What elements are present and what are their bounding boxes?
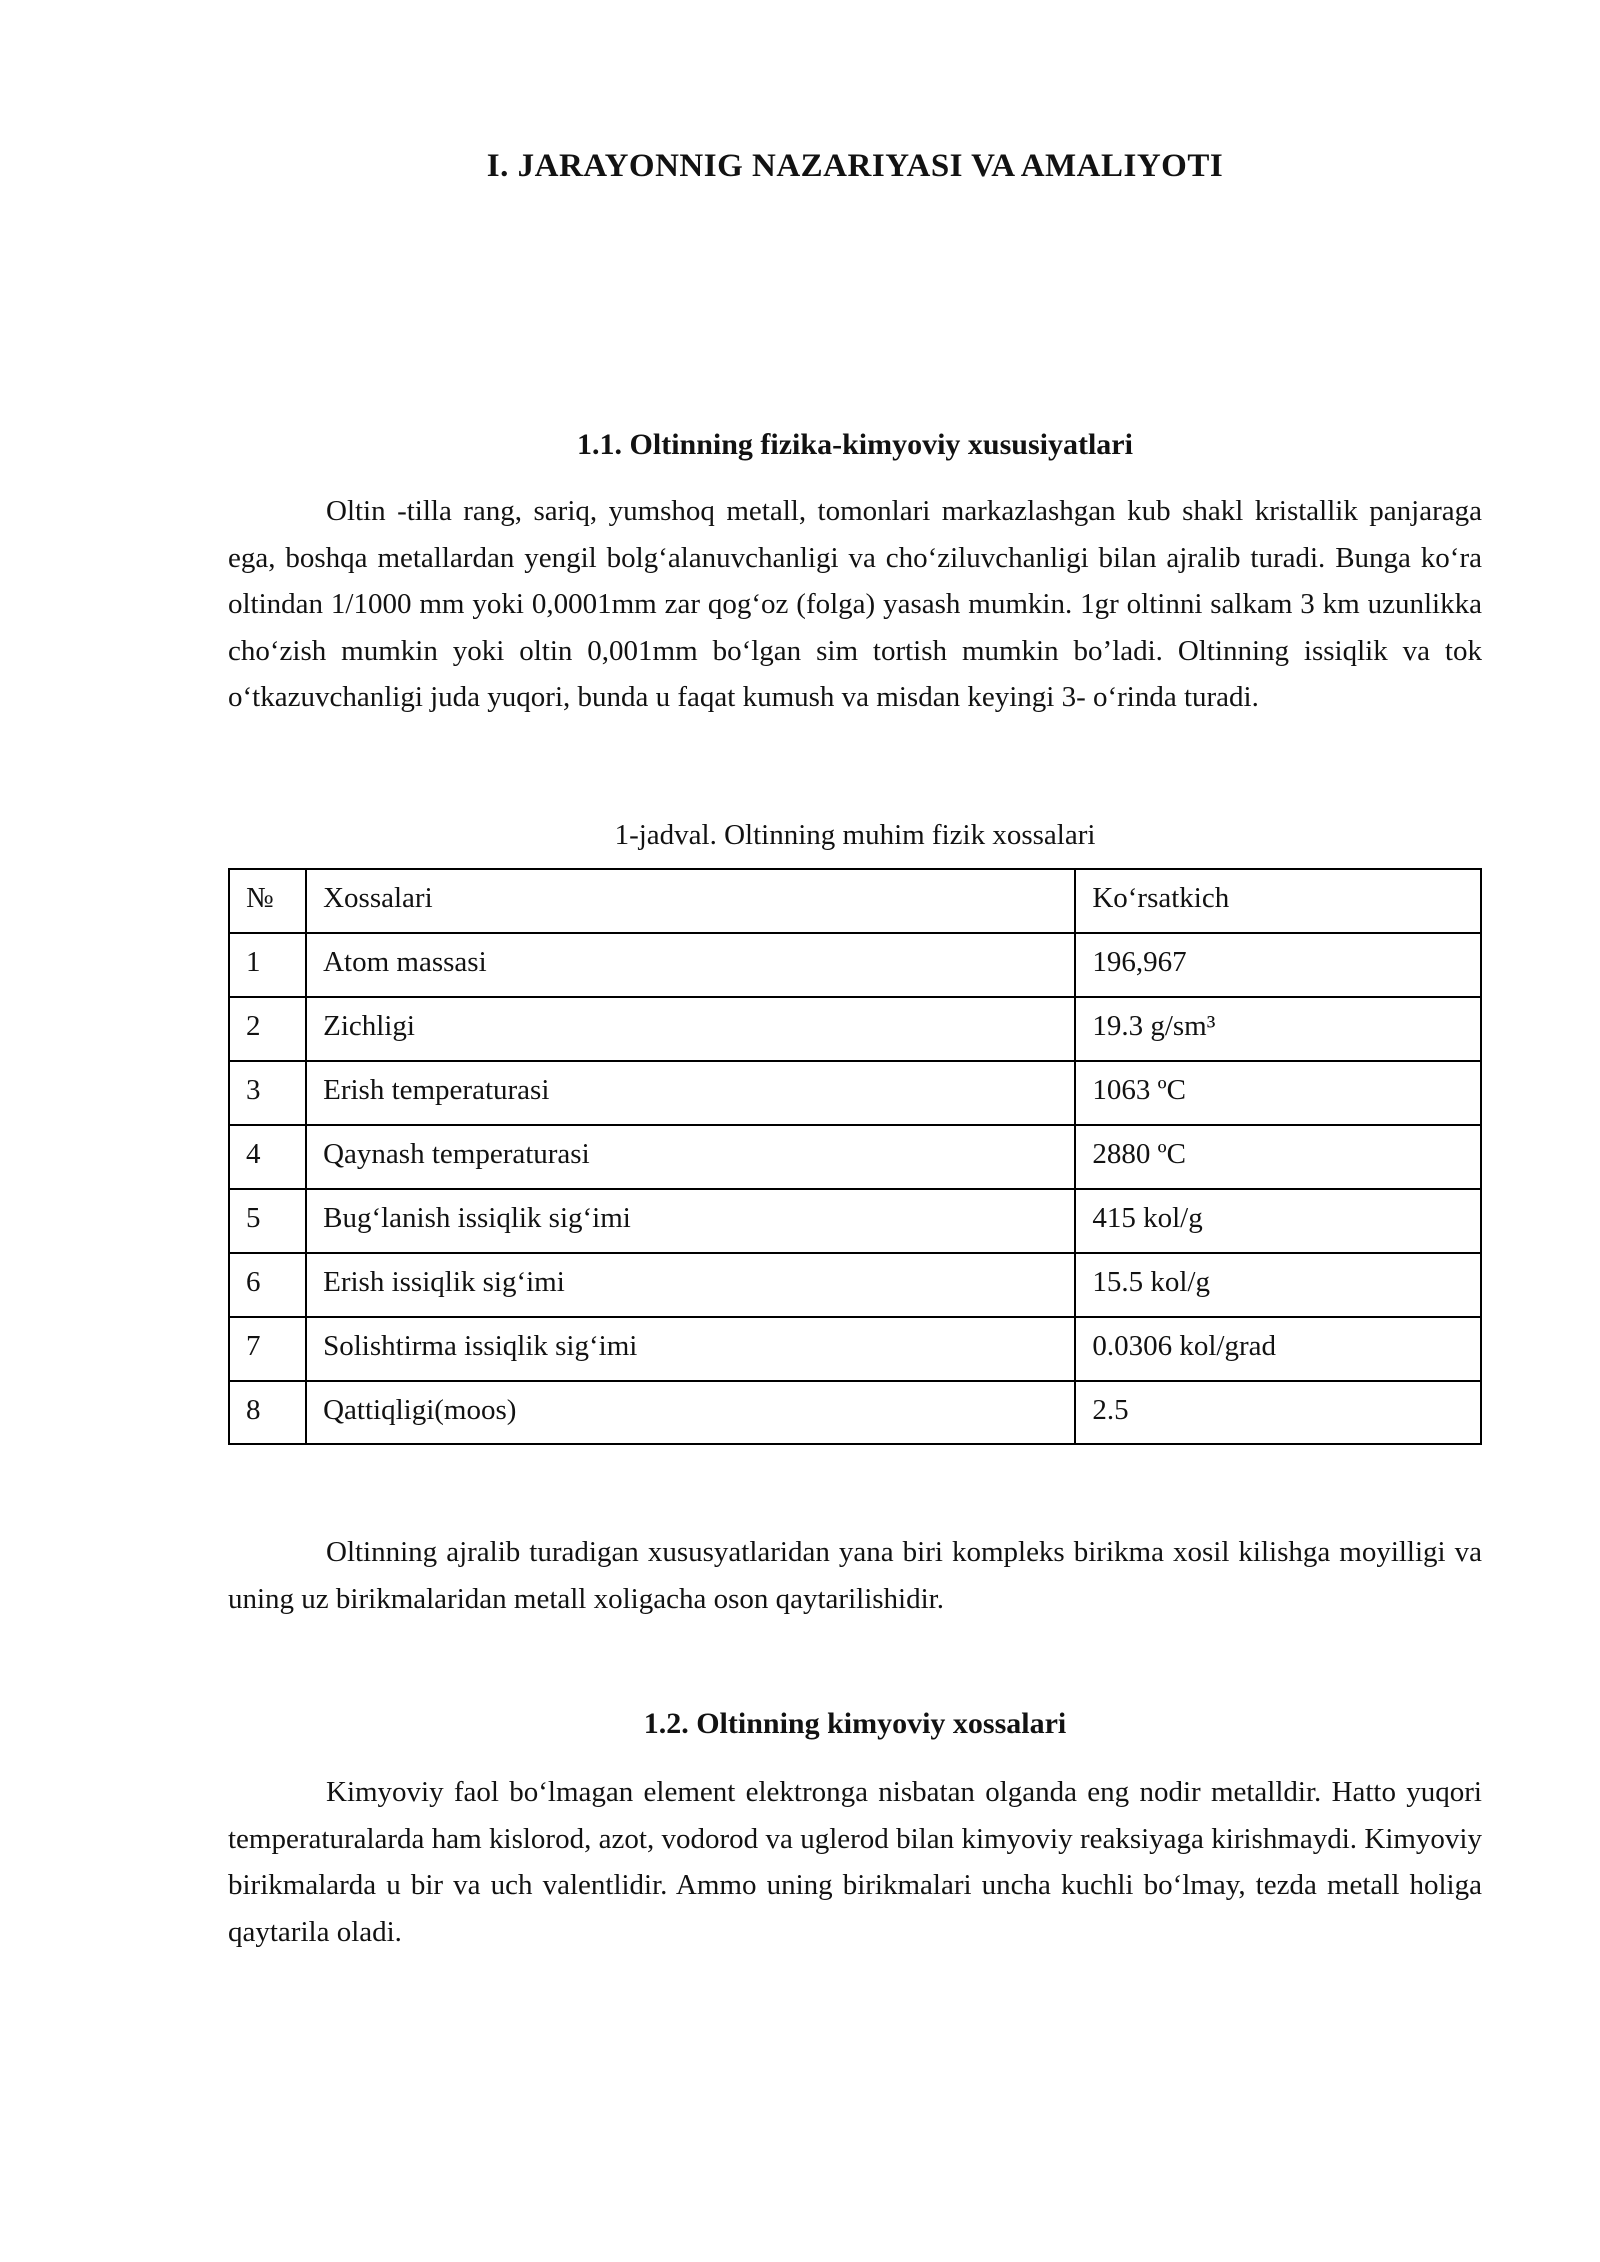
table-row [229, 933, 1481, 997]
chapter-title: I. JARAYONNIG NAZARIYASI VA AMALIYOTI [486, 148, 1224, 184]
row-property: Qaynash temperaturasi [306, 1125, 1075, 1189]
paragraph-physical-properties: Oltin -tilla rang, sariq, yumshoq metall, tomonlari markazlashgan kub shakl kristallik panjaraga ega, boshqa metallardan yengil bolgʻalanuvchanligi va choʻziluvchanligi bilan ajralib turadi. Bunga koʻra oltindan 1/1000 mm yoki 0,0001mm zar qogʻoz (folga) yasash mumkin. 1gr oltinni salkam 3 km uzunlikka choʻzish mumkin yoki oltin 0,001mm boʻlgan sim tortish mumkin bo’ladi. Oltinning issiqlik va tok oʻtkazuvchanligi juda yuqori, bunda u faqat kumush va misdan keyingi 3- oʻrinda turadi. [228, 495, 1482, 714]
physical-properties-table [228, 868, 1482, 1445]
row-value: 0.0306 kol/grad [1075, 1317, 1481, 1381]
row-property: Erish issiqlik sigʻimi [306, 1253, 1075, 1317]
row-property: Zichligi [306, 997, 1075, 1061]
row-value: 1063 ºC [1075, 1061, 1481, 1125]
table-caption: 1-jadval. Oltinning muhim fizik xossalari [614, 818, 1096, 851]
row-property: Bugʻlanish issiqlik sigʻimi [306, 1189, 1075, 1253]
table-header-row [229, 869, 1481, 933]
row-property: Atom massasi [306, 933, 1075, 997]
table-row [229, 1125, 1481, 1189]
row-number: 4 [229, 1125, 306, 1189]
header-cell-value: Koʻrsatkich [1075, 869, 1481, 933]
row-value: 15.5 kol/g [1075, 1253, 1481, 1317]
row-value: 196,967 [1075, 933, 1481, 997]
table-row [229, 1189, 1481, 1253]
row-number: 6 [229, 1253, 306, 1317]
row-value: 2.5 [1075, 1381, 1481, 1445]
table-row [229, 1253, 1481, 1317]
row-number: 2 [229, 997, 306, 1061]
table-row [229, 997, 1481, 1061]
row-number: 7 [229, 1317, 306, 1381]
row-value: 2880 ºC [1075, 1125, 1481, 1189]
row-value: 19.3 g/sm³ [1075, 997, 1481, 1061]
table-row [229, 1381, 1481, 1445]
row-number: 8 [229, 1381, 306, 1445]
paragraph-chemical-properties: Kimyoviy faol boʻlmagan element elektronga nisbatan olganda eng nodir metalldir. Hatto yuqori temperaturalarda ham kislorod, azot, vodorod va uglerod bilan kimyoviy reaksiyaga kirishmaydi. Kimyoviy birikmalarda u bir va uch valentlidir. Ammo uning birikmalari uncha kuchli boʻlmay, tezda metall holiga qaytarila oladi. [228, 1776, 1482, 1948]
table-row [229, 1061, 1481, 1125]
header-cell-property: Xossalari [306, 869, 1075, 933]
row-property: Solishtirma issiqlik sigʻimi [306, 1317, 1075, 1381]
row-number: 1 [229, 933, 306, 997]
row-property: Erish temperaturasi [306, 1061, 1075, 1125]
row-value: 415 kol/g [1075, 1189, 1481, 1253]
section-heading-1-1: 1.1. Oltinning fizika-kimyoviy xususiyatlari [577, 428, 1133, 462]
section-heading-1-2: 1.2. Oltinning kimyoviy xossalari [643, 1707, 1067, 1741]
row-number: 5 [229, 1189, 306, 1253]
row-number: 3 [229, 1061, 306, 1125]
header-cell-number: № [229, 869, 306, 933]
table-row [229, 1317, 1481, 1381]
paragraph-complex-compounds: Oltinning ajralib turadigan xususyatlaridan yana biri kompleks birikma xosil kilishga moyilligi va uning uz birikmalaridan metall xoligacha oson qaytarilishidir. [228, 1536, 1482, 1615]
row-property: Qattiqligi(moos) [306, 1381, 1075, 1445]
